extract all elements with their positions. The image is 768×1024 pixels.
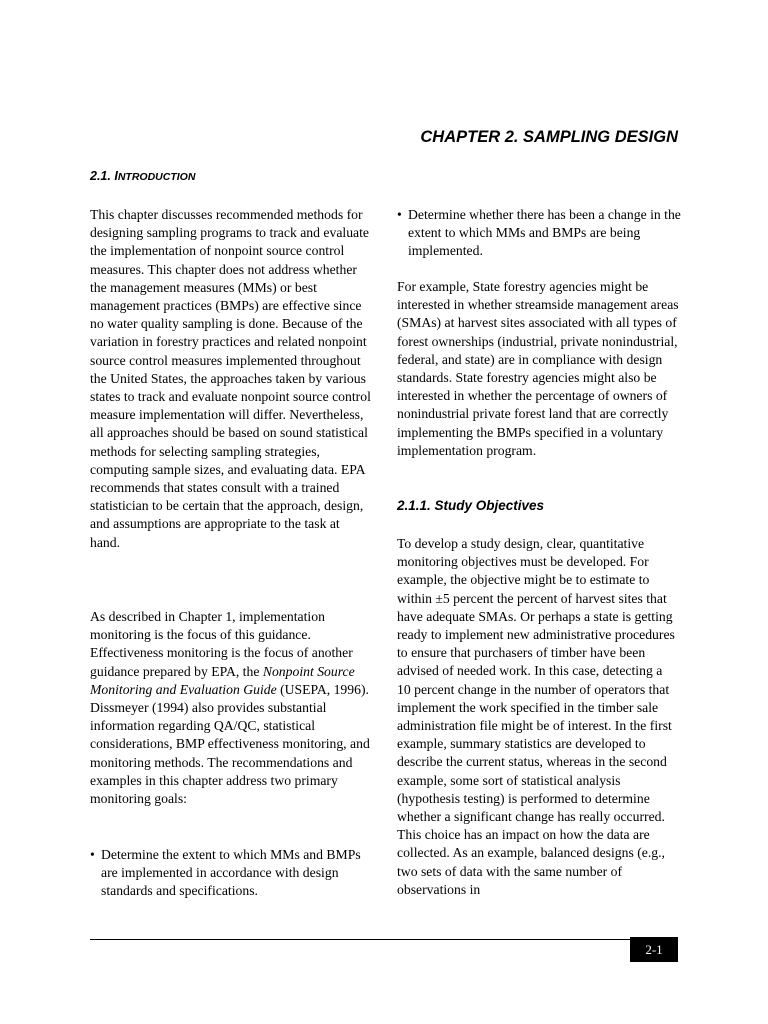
goal-bullet-1-text: Determine the extent to which MMs and BMPs are implemented in accordance with design standards and specifications.: [101, 847, 361, 899]
section-heading: [90, 169, 195, 183]
bullet-glyph: •: [90, 847, 95, 862]
section-title-initial: I: [114, 169, 118, 183]
intro-paragraph: This chapter discusses recommended methods for designing sampling programs to track and evaluate the implementation of nonpoint source control measures. This chapter does not address whether the management measures (MMs) or best management practices (BMPs) are effective since no water quality sampling is done. Because of the variation in forestry practices and related nonpoint source control measures implemented throughout the United States, the approaches taken by various states to track and evaluate nonpoint source control measure implementation will differ. Nevertheless, all approaches should be based on sound statistical methods for selecting sampling strategies, computing sample sizes, and evaluating data. EPA recommends that states consult with a trained statistician to be certain that the approach, design, and assumptions are appropriate to the task at hand.: [90, 207, 371, 550]
subsection-heading: 2.1.1. Study Objectives: [397, 498, 545, 513]
section-title-rest: NTRODUCTION: [117, 171, 196, 183]
objectives-paragraph: To develop a study design, clear, quantitative monitoring objectives must be developed. For example, the objective might be to estimate to within ±5 percent the percent of harvest sites that have adequate SMAs. Or perhaps a state is getting ready to implement new administrative procedures to ensure that purchasers of timber have been advised of needed work. In this case, detecting a 10 percent change in the number of operators that implement the work specified in the timber sale administration file might be of interest. In the first example, summary statistics are developed to describe the current status, whereas in the second example, some sort of statistical analysis (hypothesis testing) is performed to determine whether a significant change has really occurred. This choice has an impact on how the data are collected. As an example, balanced designs (e.g., two sets of data with the same number of observations in: [397, 536, 675, 897]
goal-bullet-2-text: Determine whether there has been a change in the extent to which MMs and BMPs are being implemented.: [408, 207, 681, 259]
example-paragraph: For example, State forestry agencies might be interested in whether streamside management areas (SMAs) at harvest sites associated with all types of forest ownerships (industrial, private nonindustrial, federal, and state) are in compliance with design standards. State forestry agencies might also be interested in whether the percentage of owners of nonindustrial private forest land that are correctly implementing the BMPs specified in a voluntary implementation program.: [397, 279, 679, 458]
chapter-title: CHAPTER 2. SAMPLING DESIGN: [420, 128, 678, 146]
section-number: 2.1.: [90, 169, 111, 183]
monitoring-paragraph-text-cont: (USEPA, 1996). Dissmeyer (1994) also provides substantial information regarding QA/QC, statistical considerations, BMP effectiveness monitoring, and monitoring methods. The recommendations and examples in this chapter address two primary monitoring goals:: [90, 681, 370, 807]
goal-bullet-1: [90, 846, 372, 901]
page-number: 2-1: [630, 937, 678, 962]
footer-rule: [90, 939, 630, 940]
monitoring-paragraph: [90, 608, 372, 808]
bullet-glyph: •: [397, 207, 402, 222]
monitoring-paragraph-text: As described in Chapter 1, implementation monitoring is the focus of this guidance. Effectiveness monitoring is the focus of another guidance prepared by EPA, the: [90, 609, 353, 679]
guide-citation: Nonpoint Source Monitoring and Evaluation Guide: [90, 663, 355, 697]
goal-bullet-2: [397, 206, 684, 261]
